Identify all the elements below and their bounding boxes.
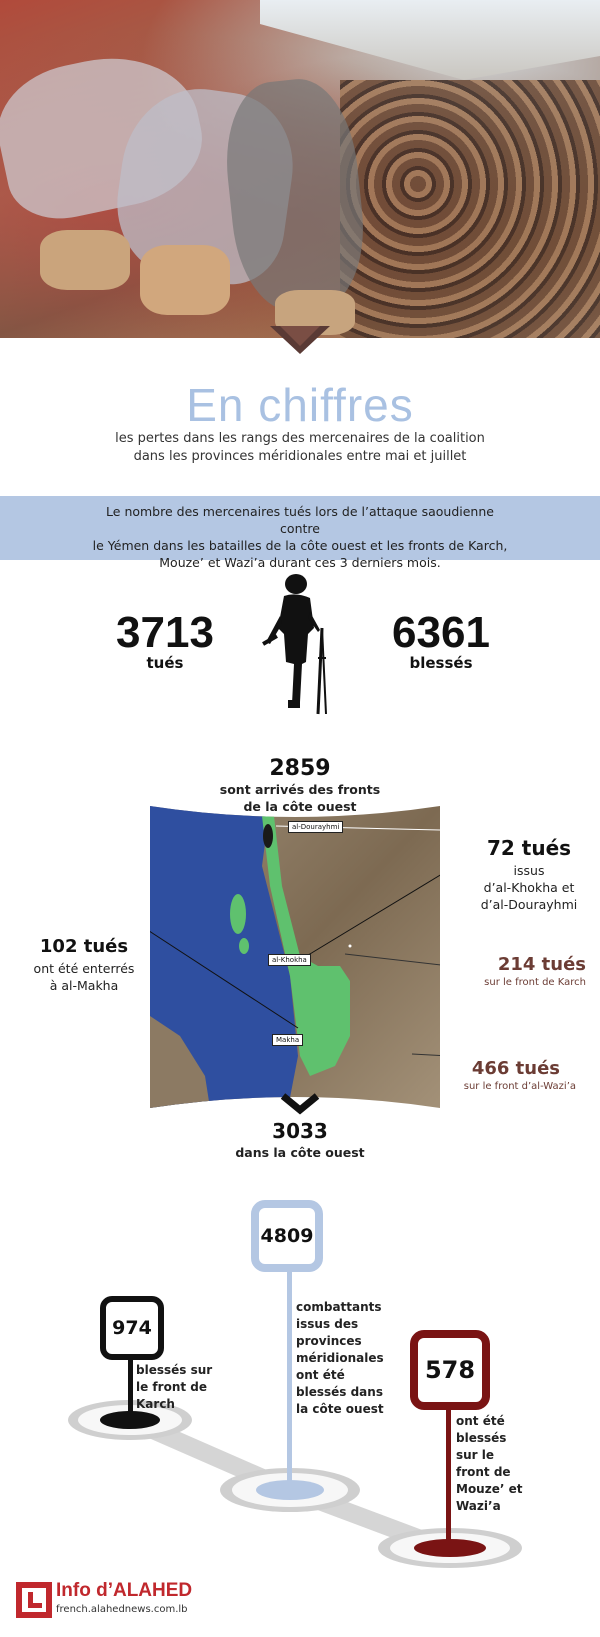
- khokha-line-1: issus: [513, 863, 545, 878]
- chevron-down-icon: [277, 1092, 323, 1116]
- wazia-killed-text: sur le front d’al-Wazi’a: [463, 1081, 576, 1092]
- hero-rocks: [340, 80, 600, 338]
- karch-w-line-1: blessés sur: [136, 1363, 213, 1377]
- karch-wounded-text: [136, 1362, 226, 1413]
- wazia-killed-value: 466 tués: [471, 1058, 560, 1079]
- west-coast-total-value: 3033: [272, 1119, 328, 1143]
- hero-notch-icon: [270, 326, 330, 356]
- killed-total-value: 3713: [116, 608, 214, 657]
- mouze-line-6: Wazi’a: [456, 1499, 501, 1513]
- makha-killed-text: [14, 960, 154, 994]
- mouze-line-2: blessés: [456, 1431, 507, 1445]
- karch-w-line-3: Karch: [136, 1397, 175, 1411]
- map-label-north: al-Dourayhmi: [288, 821, 343, 833]
- hero-sky: [260, 0, 600, 80]
- mouze-wounded-value: 578: [410, 1330, 490, 1410]
- makha-line-1: ont été enterrés: [33, 961, 135, 976]
- karch-killed-text: sur le front de Karch: [484, 977, 586, 988]
- coast-line-6: blessés dans: [296, 1385, 383, 1399]
- soldier-silhouette-icon: [262, 572, 342, 717]
- coast-stem: [287, 1262, 292, 1492]
- karch-killed-value: 214 tués: [497, 954, 586, 975]
- makha-killed-value: 102 tués: [39, 936, 129, 957]
- intro-line-3: Mouze’ et Wazi’a durant ces 3 derniers mois.: [159, 555, 441, 570]
- coast-line-5: ont été: [296, 1368, 345, 1382]
- karch-wounded-value: 974: [100, 1296, 164, 1360]
- coast-line-1: combattants: [296, 1300, 382, 1314]
- coast-line-4: méridionales: [296, 1351, 384, 1365]
- coast-wounded-text: [296, 1299, 406, 1418]
- coast-line-3: provinces: [296, 1334, 362, 1348]
- mouze-stem: [446, 1400, 451, 1550]
- subtitle-line-1: les pertes dans les rangs des mercenaires de la coalition: [115, 431, 485, 446]
- map-label-khokha: al-Khokha: [268, 954, 311, 966]
- intro-text: [90, 503, 510, 571]
- coast-line-2: issus des: [296, 1317, 359, 1331]
- mouze-line-4: front de: [456, 1465, 511, 1479]
- arrivals-line-2: de la côte ouest: [243, 799, 357, 814]
- wounded-total-value: 6361: [392, 608, 490, 657]
- arrivals-line-1: sont arrivés des fronts: [219, 782, 381, 797]
- hero-boot-1: [40, 230, 130, 290]
- makha-line-2: à al-Makha: [49, 978, 119, 993]
- page-subtitle: [0, 430, 600, 466]
- mouze-line-3: sur le: [456, 1448, 495, 1462]
- khokha-killed-value: 72 tués: [486, 836, 572, 860]
- wounded-total-label: blessés: [409, 654, 473, 672]
- khokha-line-2: d’al-Khokha et: [483, 880, 575, 895]
- intro-line-1: Le nombre des mercenaires tués lors de l’attaque saoudienne contre: [106, 504, 494, 536]
- subtitle-line-2: dans les provinces méridionales entre mai et juillet: [133, 449, 467, 464]
- mouze-line-5: Mouze’ et: [456, 1482, 523, 1496]
- khokha-line-3: d’al-Dourayhmi: [480, 897, 578, 912]
- coast-line-7: la côte ouest: [296, 1402, 384, 1416]
- mouze-wounded-text: [456, 1413, 556, 1515]
- west-coast-arrivals-value: 2859: [269, 756, 331, 781]
- footer-brand: Info d’ALAHED: [56, 1580, 193, 1601]
- map-label-makha: Makha: [272, 1034, 303, 1046]
- footer-site: french.alahednews.com.lb: [56, 1604, 188, 1615]
- alahed-logo-icon: [16, 1582, 52, 1618]
- mouze-line-1: ont été: [456, 1414, 505, 1428]
- coast-wounded-value: 4809: [251, 1200, 323, 1272]
- page-title: En chiffres: [186, 379, 414, 431]
- intro-line-2: le Yémen dans les batailles de la côte ouest et les fronts de Karch,: [92, 538, 508, 553]
- west-coast-total-text: dans la côte ouest: [235, 1145, 365, 1160]
- killed-total-label: tués: [146, 654, 184, 672]
- hero-boot-2: [140, 245, 230, 315]
- karch-w-line-2: le front de: [136, 1380, 207, 1394]
- hero-photo: [0, 0, 600, 338]
- khokha-killed-text: [464, 862, 594, 913]
